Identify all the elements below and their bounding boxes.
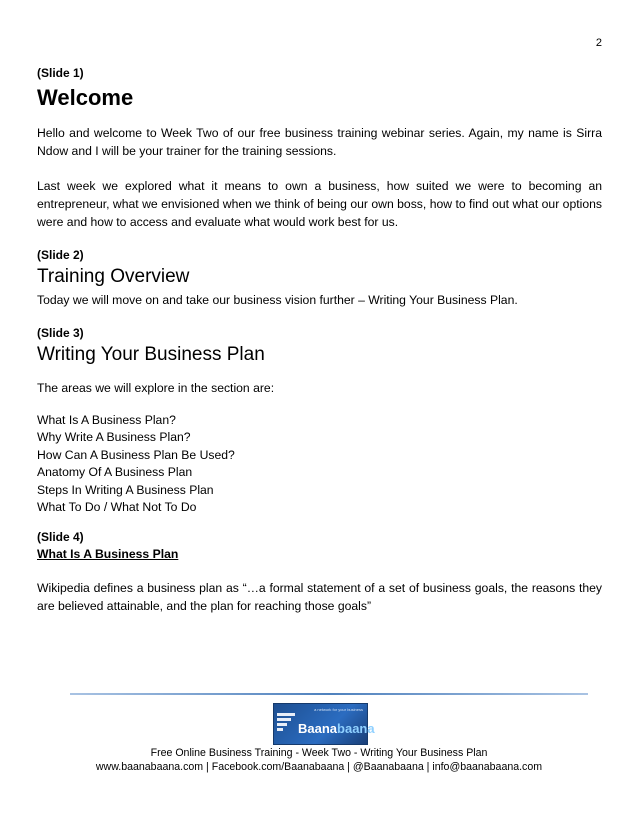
slide-4-tag: (Slide 4)	[37, 530, 84, 545]
logo-name	[298, 721, 375, 736]
list-item: How Can A Business Plan Be Used?	[37, 447, 235, 462]
list-item: Anatomy Of A Business Plan	[37, 465, 193, 480]
logo-mark-icon	[277, 713, 295, 735]
plan-intro: The areas we will explore in the section are:	[37, 381, 275, 395]
logo-tagline: a network for your business	[314, 707, 363, 712]
slide-3-tag: (Slide 3)	[37, 326, 84, 340]
overview-paragraph: Today we will move on and take our business vision further – Writing Your Business Plan.	[37, 293, 518, 307]
document-body	[37, 66, 602, 615]
footer-divider	[70, 693, 588, 695]
writing-plan-heading: Writing Your Business Plan	[37, 344, 265, 365]
footer-title: Free Online Business Training - Week Two - Writing Your Business Plan	[150, 747, 488, 759]
slide-2-tag: (Slide 2)	[37, 248, 84, 262]
logo-name-part1: Baana	[298, 721, 338, 736]
welcome-paragraph-2: Last week we explored what it means to own a business, how suited we were to becoming an entrepreneur, what we envisioned when we think of being our own boss, how to find out what our options were and how to access and evaluate what would work best for us.	[37, 179, 602, 229]
baanabaana-logo	[273, 703, 375, 745]
page-number: 2	[595, 37, 602, 49]
welcome-paragraph-1: Hello and welcome to Week Two of our free business training webinar series. Again, my name is Sirra Ndow and I will be your trainer for the training sessions.	[37, 126, 602, 158]
logo-name-part2: baana	[337, 721, 375, 736]
what-is-heading: What Is A Business Plan	[37, 547, 179, 562]
training-overview-heading: Training Overview	[37, 266, 190, 287]
what-is-paragraph: Wikipedia defines a business plan as “…a formal statement of a set of business goals, the reasons they are believed attainable, and the plan for reaching those goals”	[37, 581, 602, 614]
list-item: What Is A Business Plan?	[37, 413, 176, 427]
list-item: Steps In Writing A Business Plan	[37, 482, 214, 497]
footer-contacts: www.baanabaana.com | Facebook.com/Baanabaana | @Baanabaana | info@baanabaana.com	[95, 761, 543, 773]
list-item: Why Write A Business Plan?	[37, 430, 191, 445]
welcome-heading: Welcome	[37, 85, 134, 110]
list-item: What To Do / What Not To Do	[37, 500, 197, 515]
slide-1-tag: (Slide 1)	[37, 66, 84, 80]
